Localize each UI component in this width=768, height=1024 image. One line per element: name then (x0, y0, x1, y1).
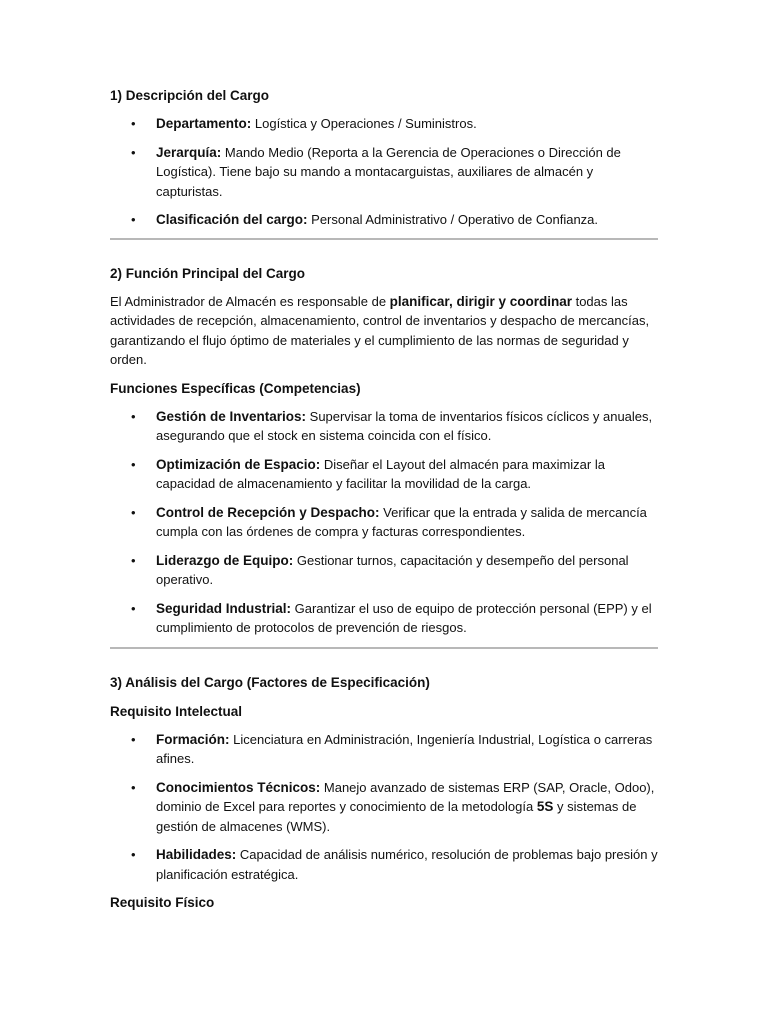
item-label: Liderazgo de Equipo: (156, 552, 294, 568)
item-text: Licenciatura en Administración, Ingeniería Industrial, Logística o carreras afines. (156, 731, 653, 766)
item-label: Conocimientos Técnicos: (156, 779, 321, 795)
section-3-title: 3) Análisis del Cargo (Factores de Especificación) (110, 674, 430, 690)
bullet-icon: • (131, 408, 136, 424)
bullet-icon: • (131, 504, 136, 520)
section-2-list (110, 407, 658, 638)
requisito-intelectual-title: Requisito Intelectual (110, 703, 243, 719)
bullet-icon: • (131, 144, 136, 160)
item-text: Gestionar turnos, capacitación y desempeño del personal operativo. (156, 552, 629, 587)
item-text-before: Manejo avanzado de sistemas ERP (SAP, Oracle, Odoo), dominio de Excel para reportes y conocimiento de la metodología (156, 779, 655, 814)
requisito-fisico-title: Requisito Físico (110, 895, 215, 910)
item-text: Mando Medio (Reporta a la Gerencia de Operaciones o Dirección de Logística). Tiene bajo su mando a montacarguistas, auxiliares de almacén y capturistas. (156, 144, 621, 199)
list-item-control-recepcion (110, 503, 658, 542)
list-item-gestion-inventarios (110, 407, 658, 446)
item-label: Habilidades: (156, 847, 237, 862)
intro-text-after: todas las actividades de recepción, almacenamiento, control de inventarios y despacho de mercancías, garantizando el flujo óptimo de materiales y el cumplimiento de las normas de seguridad y orden. (110, 293, 650, 367)
list-item-habilidades (110, 845, 658, 884)
list-item-formacion (110, 730, 658, 769)
section-1-list (110, 114, 658, 230)
section-2-title: 2) Función Principal del Cargo (110, 265, 306, 281)
section-1-title: 1) Descripción del Cargo (110, 88, 270, 103)
list-item-clasificacion (110, 210, 658, 230)
item-text: Garantizar el uso de equipo de protección personal (EPP) y el cumplimiento de protocolos de prevención de riesgos. (156, 600, 652, 635)
item-label: Seguridad Industrial: (156, 600, 292, 616)
item-label: Clasificación del cargo: (156, 212, 308, 227)
item-text: Supervisar la toma de inventarios físicos cíclicos y anuales, asegurando que el stock en sistema coincida con el físico. (156, 408, 653, 443)
item-text: Diseñar el Layout del almacén para maximizar la capacidad de almacenamiento y facilitar la movilidad de la carga. (156, 456, 605, 491)
item-label: Control de Recepción y Despacho: (156, 504, 380, 520)
item-text-strong: 5S (536, 799, 554, 814)
document-page (110, 86, 658, 912)
section-divider (110, 238, 658, 240)
list-item-seguridad-industrial (110, 599, 658, 638)
item-label: Gestión de Inventarios: (156, 408, 307, 424)
bullet-icon: • (131, 847, 136, 862)
list-item-optimizacion-espacio (110, 455, 658, 494)
bullet-icon: • (131, 212, 136, 227)
list-item-departamento (110, 114, 658, 134)
intro-text-before: El Administrador de Almacén es responsable de (110, 293, 390, 309)
intro-text-strong: planificar, dirigir y coordinar (389, 293, 572, 309)
bullet-icon: • (131, 600, 136, 616)
item-text: Capacidad de análisis numérico, resolución de problemas bajo presión y planificación estratégica. (156, 847, 658, 882)
section-2-intro (110, 292, 658, 370)
bullet-icon: • (131, 456, 136, 472)
list-item-conocimientos-tecnicos (110, 778, 658, 837)
item-label: Formación: (156, 731, 230, 747)
item-text: Personal Administrativo / Operativo de Confianza. (307, 212, 599, 227)
bullet-icon: • (131, 779, 136, 795)
item-label: Jerarquía: (156, 144, 222, 160)
section-divider (110, 647, 658, 649)
section-3-list (110, 730, 658, 885)
bullet-icon: • (131, 552, 136, 568)
item-text: Verificar que la entrada y salida de mercancía cumpla con las órdenes de compra y facturas correspondientes. (156, 504, 647, 539)
item-text: Logística y Operaciones / Suministros. (251, 116, 477, 131)
item-label: Departamento: (156, 116, 252, 131)
list-item-liderazgo-equipo (110, 551, 658, 590)
item-text-after: y sistemas de gestión de almacenes (WMS). (156, 799, 637, 834)
bullet-icon: • (131, 116, 136, 131)
bullet-icon: • (131, 731, 136, 747)
section-2-subtitle: Funciones Específicas (Competencias) (110, 380, 361, 396)
item-label: Optimización de Espacio: (156, 456, 321, 472)
list-item-jerarquia (110, 143, 658, 202)
